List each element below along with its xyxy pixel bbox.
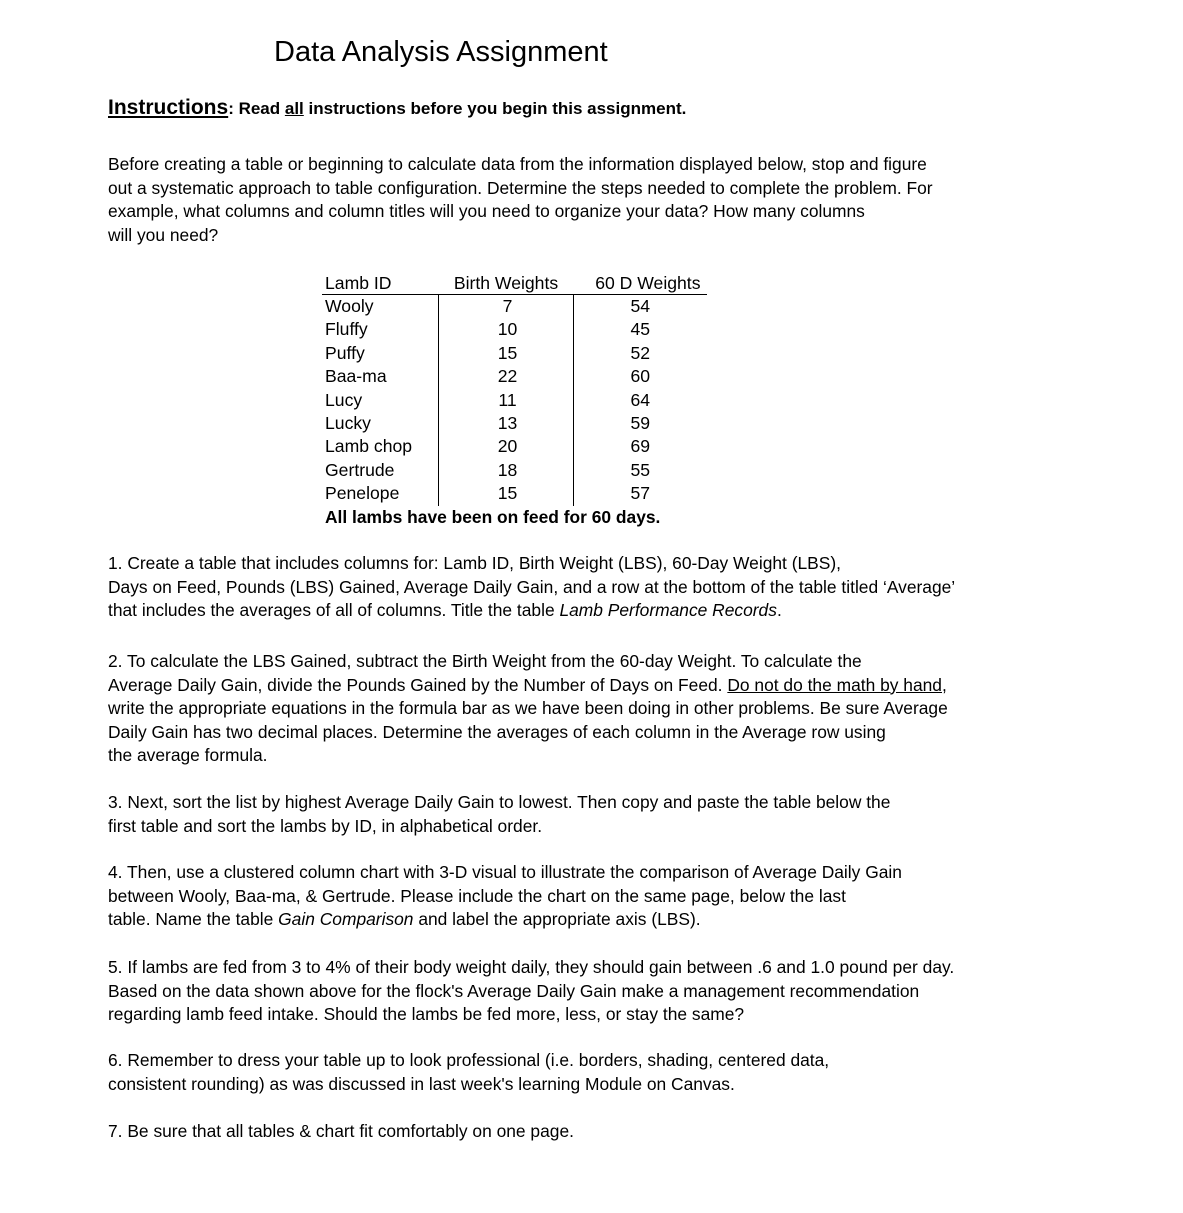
column-header-lamb-id: Lamb ID — [322, 272, 439, 295]
step-line — [108, 908, 1068, 932]
60d-weight-cell: 64 — [574, 389, 707, 412]
birth-weight-cell: 18 — [439, 459, 574, 482]
step-text: . — [776, 600, 782, 621]
step-3 — [108, 791, 1068, 838]
instructions-heading — [108, 96, 686, 120]
table-row — [322, 435, 707, 458]
table-row — [322, 482, 707, 505]
step-line: 3. Next, sort the list by highest Average Daily Gain to lowest. Then copy and paste the table below the — [108, 792, 891, 812]
step-1 — [108, 552, 1068, 623]
table-row — [322, 365, 707, 388]
table-row — [322, 389, 707, 412]
60d-weight-cell: 55 — [574, 459, 707, 482]
birth-weight-cell: 15 — [439, 342, 574, 365]
step-line — [108, 674, 1068, 698]
60d-weight-cell: 69 — [574, 435, 707, 458]
step-line: 5. If lambs are fed from 3 to 4% of their body weight daily, they should gain between .6 and 1.0 pound per day. — [108, 957, 955, 977]
step-line: between Wooly, Baa-ma, & Gertrude. Please include the chart on the same page, below the last — [108, 885, 846, 906]
step-line: 4. Then, use a clustered column chart with 3-D visual to illustrate the comparison of Average Daily Gain — [108, 862, 902, 882]
lamb-id-cell: Penelope — [325, 483, 400, 504]
lamb-id-cell: Lucky — [325, 413, 371, 434]
step-line: write the appropriate equations in the formula bar as we have been doing in other problems. Be sure Average — [108, 698, 948, 719]
table-row — [322, 412, 707, 435]
step-7 — [108, 1120, 1068, 1144]
lamb-id-cell: Gertrude — [325, 459, 395, 480]
lamb-id-cell: Puffy — [325, 342, 365, 363]
60d-weight-cell: 57 — [574, 482, 707, 505]
column-header-60d-weights: 60 D Weights — [574, 272, 707, 295]
birth-weight-cell: 13 — [439, 412, 574, 435]
birth-weight-cell: 11 — [439, 389, 574, 412]
lamb-id-cell: Lucy — [325, 389, 363, 410]
chart-title-emphasis: Gain Comparison — [278, 909, 414, 930]
table-row — [322, 459, 707, 482]
intro-line: Before creating a table or beginning to calculate data from the information displayed below, stop and figure — [108, 154, 927, 174]
step-4 — [108, 861, 1068, 932]
table-note: All lambs have been on feed for 60 days. — [325, 507, 661, 527]
60d-weight-cell: 59 — [574, 412, 707, 435]
table-row — [322, 342, 707, 365]
lamb-id-cell: Fluffy — [325, 319, 368, 340]
table-row — [322, 295, 707, 319]
step-line: 7. Be sure that all tables & chart fit comfortably on one page. — [108, 1121, 574, 1141]
lamb-id-cell: Lamb chop — [325, 436, 413, 457]
birth-weight-cell: 22 — [439, 365, 574, 388]
lamb-id-cell: Wooly — [325, 296, 374, 316]
step-text: table. Name the table — [108, 909, 279, 930]
step-line: Days on Feed, Pounds (LBS) Gained, Average Daily Gain, and a row at the bottom of the table titled ‘Average’ — [108, 576, 956, 597]
lamb-data-table — [322, 272, 707, 506]
intro-line: out a systematic approach to table configuration. Determine the steps needed to complete the problem. For — [108, 177, 933, 198]
60d-weight-cell: 45 — [574, 318, 707, 341]
step-line: first table and sort the lambs by ID, in alphabetical order. — [108, 815, 543, 836]
60d-weight-cell: 54 — [574, 295, 707, 319]
birth-weight-cell: 15 — [439, 482, 574, 505]
step-5 — [108, 956, 1068, 1027]
birth-weight-cell: 7 — [439, 295, 574, 319]
column-header-birth-weights: Birth Weights — [439, 272, 574, 295]
instructions-text-after: instructions before you begin this assignment. — [303, 99, 687, 118]
step-line: regarding lamb feed intake. Should the lambs be fed more, less, or stay the same? — [108, 1004, 745, 1025]
step-text: , — [941, 674, 947, 695]
step-text: and label the appropriate axis (LBS). — [413, 909, 701, 930]
step-line: 2. To calculate the LBS Gained, subtract the Birth Weight from the 60-day Weight. To calculate the — [108, 651, 862, 671]
step-line: 6. Remember to dress your table up to look professional (i.e. borders, shading, centered data, — [108, 1050, 830, 1070]
intro-paragraph — [108, 153, 1068, 247]
step-2 — [108, 650, 1068, 768]
step-text: Average Daily Gain, divide the Pounds Gained by the Number of Days on Feed. — [108, 674, 728, 695]
step-line: consistent rounding) as was discussed in last week's learning Module on Canvas. — [108, 1073, 735, 1094]
lamb-id-cell: Baa-ma — [325, 366, 387, 387]
intro-line: will you need? — [108, 224, 219, 245]
page-title: Data Analysis Assignment — [274, 36, 608, 68]
instructions-label: Instructions — [108, 96, 229, 119]
table-header-row — [322, 272, 707, 295]
table-row — [322, 318, 707, 341]
step-text: that includes the averages of all of columns. Title the table — [108, 600, 560, 621]
step-line — [108, 599, 1068, 623]
60d-weight-cell: 52 — [574, 342, 707, 365]
instructions-emphasis: all — [284, 99, 304, 118]
birth-weight-cell: 20 — [439, 435, 574, 458]
instructions-text-before: : Read — [228, 99, 285, 118]
birth-weight-cell: 10 — [439, 318, 574, 341]
step-line: the average formula. — [108, 745, 268, 766]
intro-line: example, what columns and column titles will you need to organize your data? How many columns — [108, 201, 865, 222]
60d-weight-cell: 60 — [574, 365, 707, 388]
step-line: Based on the data shown above for the flock's Average Daily Gain make a management recommendation — [108, 980, 920, 1001]
step-6 — [108, 1049, 1068, 1096]
step-line: Daily Gain has two decimal places. Determine the averages of each column in the Average row using — [108, 721, 886, 742]
step-line: 1. Create a table that includes columns for: Lamb ID, Birth Weight (LBS), 60-Day Weight (LBS), — [108, 553, 841, 573]
underlined-warning: Do not do the math by hand — [727, 674, 942, 695]
table-title-emphasis: Lamb Performance Records — [559, 600, 777, 621]
